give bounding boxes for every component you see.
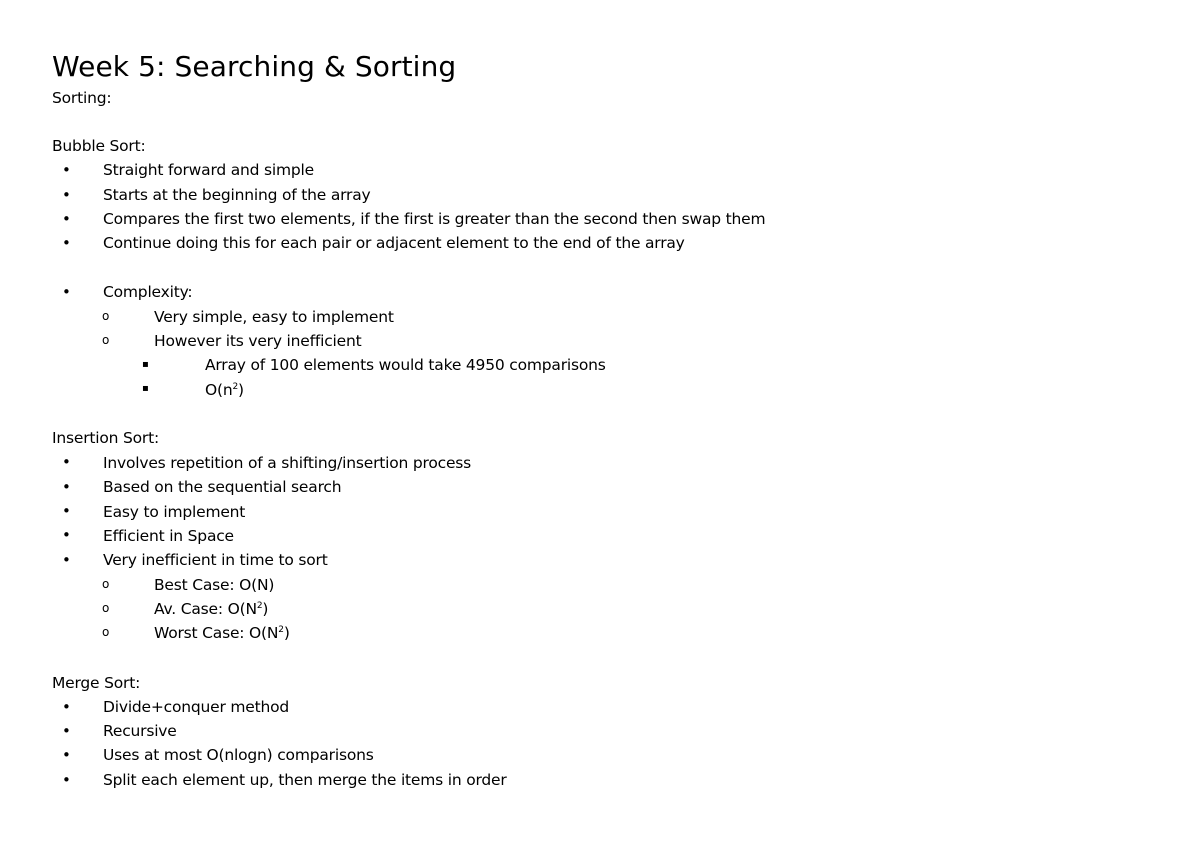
insertion-sort-heading: Insertion Sort: <box>52 429 159 447</box>
circle-bullet-icon: o <box>102 601 110 615</box>
best-case: Best Case: O(N) <box>154 576 275 594</box>
circle-bullet-icon: o <box>102 625 110 639</box>
bullet-icon: • <box>62 526 71 544</box>
bullet-icon: • <box>62 234 71 252</box>
circle-bullet-icon: o <box>102 577 110 591</box>
bullet-icon: • <box>62 283 71 301</box>
bullet-icon: • <box>62 771 71 789</box>
bullet-icon: • <box>62 210 71 228</box>
bullet-icon: • <box>62 502 71 520</box>
bullet-icon: • <box>62 478 71 496</box>
square-bullet-icon: ▪ <box>142 383 149 394</box>
list-item: Starts at the beginning of the array <box>103 186 371 204</box>
bullet-icon: • <box>62 453 71 471</box>
list-item: Involves repetition of a shifting/insertion process <box>103 454 472 472</box>
bubble-sort-heading: Bubble Sort: <box>52 137 146 155</box>
bullet-icon: • <box>62 161 71 179</box>
big-o-notation: $O(n^2)$ <box>205 381 244 399</box>
bullet-icon: • <box>62 698 71 716</box>
list-item: Very simple, easy to implement <box>154 308 394 326</box>
page-title: Week 5: Searching & Sorting <box>52 50 457 83</box>
list-item: However its very inefficient <box>154 332 362 350</box>
circle-bullet-icon: o <box>102 333 110 347</box>
bullet-icon: • <box>62 746 71 764</box>
circle-bullet-icon: o <box>102 309 110 323</box>
list-item: Divide+conquer method <box>103 698 290 716</box>
list-item: Split each element up, then merge the items in order <box>103 771 507 789</box>
list-item: Compares the first two elements, if the first is greater than the second then swap them <box>103 210 766 228</box>
complexity-label: Complexity: <box>103 283 193 301</box>
list-item: Uses at most O(nlogn) comparisons <box>103 746 374 764</box>
list-item: Very inefficient in time to sort <box>103 551 328 569</box>
list-item: Easy to implement <box>103 503 246 521</box>
square-bullet-icon: ▪ <box>142 359 149 370</box>
bullet-icon: • <box>62 551 71 569</box>
list-item: Array of 100 elements would take 4950 comparisons <box>205 356 606 374</box>
list-item: Continue doing this for each pair or adjacent element to the end of the array <box>103 234 685 252</box>
list-item: Based on the sequential search <box>103 478 342 496</box>
average-case: Av. Case: $O(N^2)$ <box>154 600 269 618</box>
list-item: Efficient in Space <box>103 527 234 545</box>
list-item: Straight forward and simple <box>103 161 314 179</box>
merge-sort-heading: Merge Sort: <box>52 674 141 692</box>
list-item: Recursive <box>103 722 177 740</box>
bullet-icon: • <box>62 722 71 740</box>
sorting-heading: Sorting: <box>52 89 112 107</box>
worst-case: Worst Case: $O(N^2)$ <box>154 624 290 642</box>
bullet-icon: • <box>62 186 71 204</box>
